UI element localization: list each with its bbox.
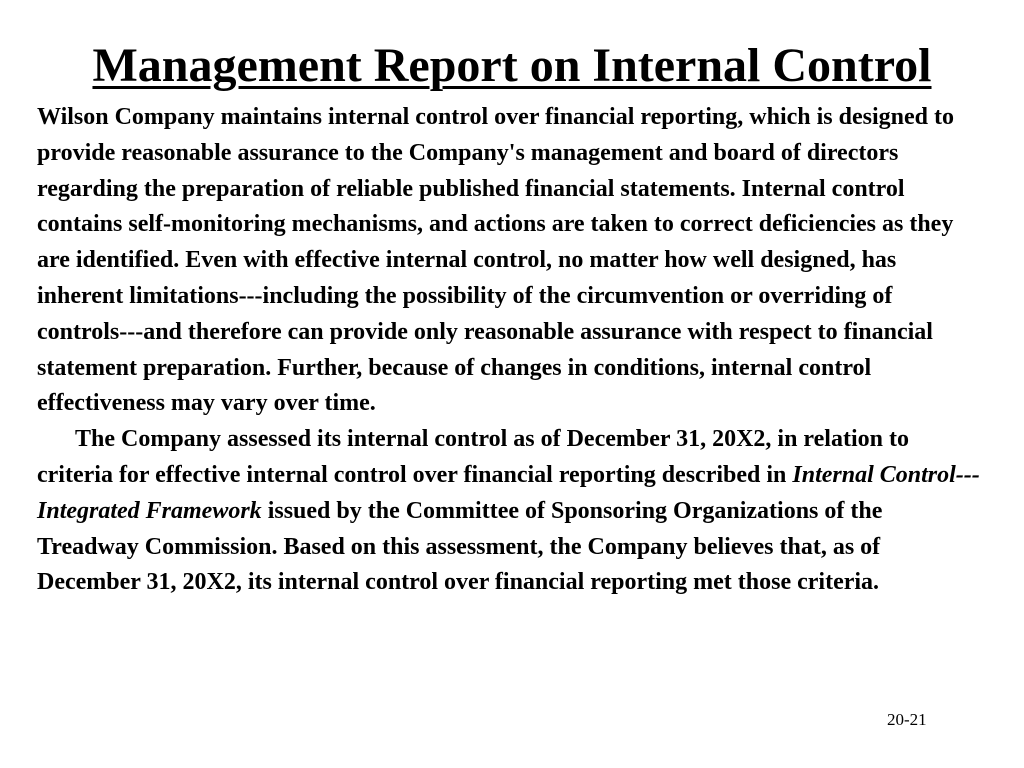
page-number: 20-21 <box>887 710 927 729</box>
paragraph-2 <box>37 422 987 601</box>
paragraph-2-text-after-italic: issued by the Committee of Sponsoring Organizations of the Treadway Commission. Based on this assessment, the Company believes that, as of December 31, 20X2, its internal control over financial reporting met those criteria. <box>37 497 883 596</box>
framework-title: Internal Control---Integrated Framework <box>37 461 980 524</box>
slide-body <box>37 100 987 601</box>
paragraph-2-text-before-italic: The Company assessed its internal control as of December 31, 20X2, in relation to criteria for effective internal control over financial reporting described in <box>37 426 909 488</box>
slide-title <box>0 36 1024 96</box>
slide-title-text: Management Report on Internal Control <box>92 39 932 92</box>
paragraph-1: Wilson Company maintains internal control over financial reporting, which is designed to provide reasonable assurance to the Company's management and board of directors regarding the preparation of reliable published financial statements. Internal control contains self-monitoring mechanisms, and actions are taken to correct deficiencies as they are identified. Even with effective internal control, no matter how well designed, has inherent limitations---including the possibility of the circumvention or overriding of controls---and therefore can provide only reasonable assurance with respect to financial statement preparation. Further, because of changes in conditions, internal control effectiveness may vary over time. <box>37 104 954 417</box>
